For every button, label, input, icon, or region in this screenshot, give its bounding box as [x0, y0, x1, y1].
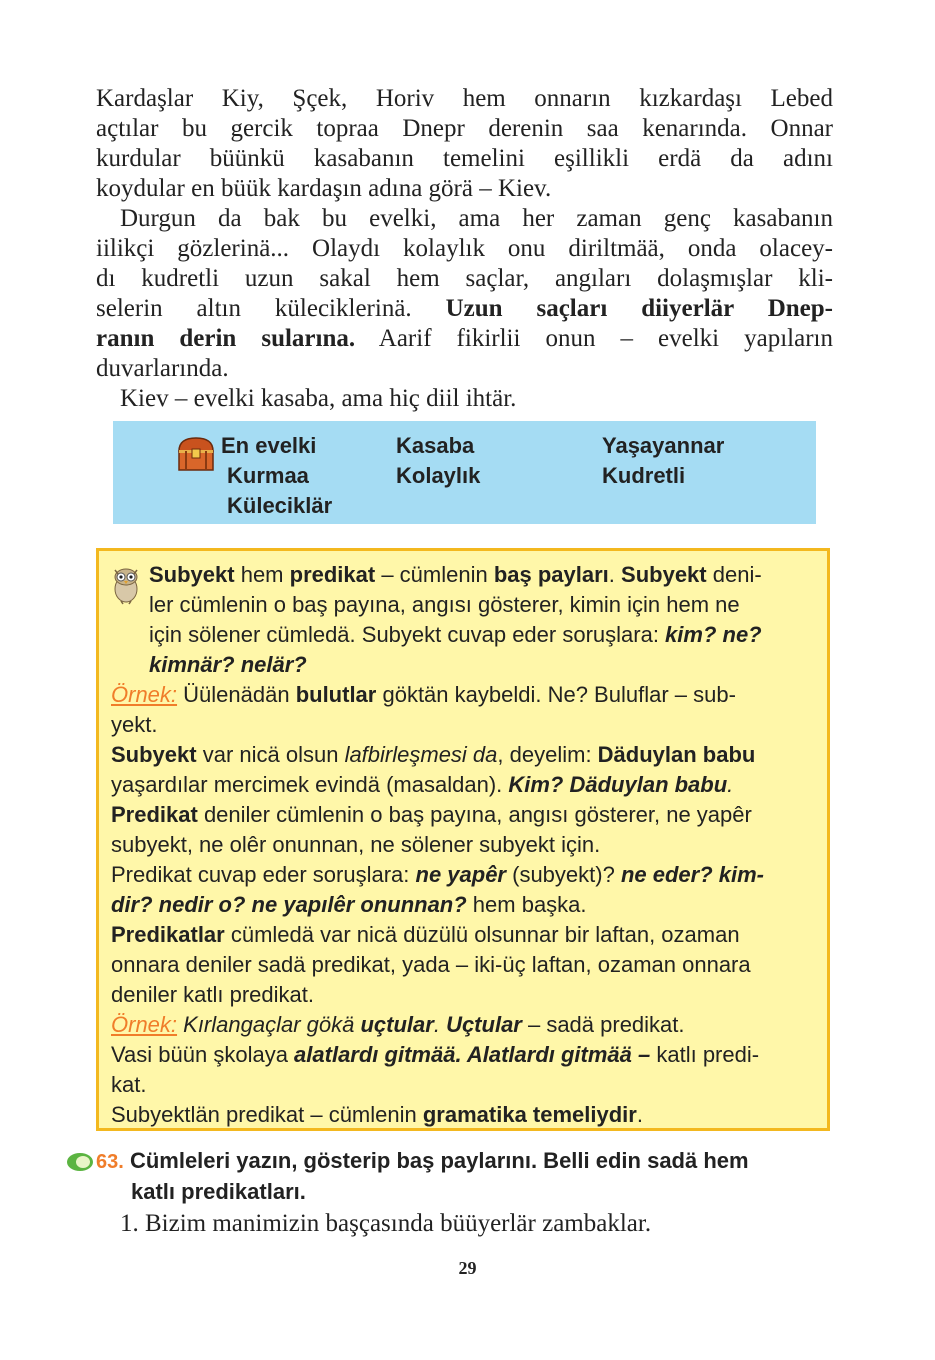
text-line: kurdular büünkü kasabanın temelini eşillikli erdä da adını — [96, 145, 833, 172]
question-words: kim? ne? — [665, 622, 762, 647]
term-predikatlar: Predikatlar — [111, 922, 225, 947]
text-span: Predikat cuvap eder soruşlara: — [111, 862, 416, 887]
text-span: katlı predi- — [650, 1042, 760, 1067]
reading-paragraph-2 — [96, 204, 833, 384]
text-line — [96, 324, 833, 354]
treasure-chest-icon — [176, 435, 216, 473]
vocab-column-2 — [396, 431, 480, 491]
bold-italic-phrase: Kim? Däduylan babu — [508, 772, 728, 797]
rule-line: onnara deniler sadä predikat, yada – iki-üç laftan, ozaman onnara — [111, 952, 751, 977]
vocab-column-1 — [221, 431, 332, 521]
vocab-word: En evelki — [221, 433, 317, 458]
text-span: selerin altın küleciklerinä. — [96, 295, 412, 322]
bold-word: bulutlar — [295, 682, 377, 707]
term-subyekt: Subyekt — [149, 562, 235, 587]
vocab-word: Kurmaa — [227, 463, 309, 488]
vocab-word: Kasaba — [396, 433, 475, 458]
exercise-task-1: 1. Bizim manimizin başçasında büüyerlär zambaklar. — [120, 1210, 652, 1237]
example-label: Örnek: — [111, 1012, 178, 1037]
text-line — [96, 294, 833, 324]
rule-text — [111, 560, 819, 1130]
text-span: için sölener cümledä. Subyekt cuvap eder soruşlara: — [149, 622, 666, 647]
term-subyekt: Subyekt — [111, 742, 197, 767]
text-span: deniler cümlenin o baş payına, angısı gösterer, ne yapêr — [197, 802, 752, 827]
page-number: 29 — [458, 1258, 477, 1278]
text-line: duvarlarında. — [96, 355, 229, 382]
rule-line — [111, 1010, 819, 1040]
rule-line: subyekt, ne olêr onunnan, ne sölener subyekt için. — [111, 832, 601, 857]
vocab-word: Yaşayannar — [602, 433, 725, 458]
rule-line — [111, 770, 819, 800]
term-predikat: Predikat — [111, 802, 198, 827]
question-words: dir? nedir o? ne yapılêr onunnan? — [111, 892, 467, 917]
text-span: . — [608, 562, 622, 587]
rule-line — [111, 860, 819, 890]
bold-phrase: Uzun saçları diiyerlär Dnep- — [445, 295, 833, 322]
bold-italic-word: uçtular — [360, 1012, 434, 1037]
text-span: . — [433, 1012, 447, 1037]
vocab-word: Kolaylık — [396, 463, 481, 488]
exercise-number: 63. — [96, 1151, 124, 1173]
rule-line — [111, 800, 819, 830]
text-span: Aarif fikirlii onun – evelki yapıların — [378, 325, 833, 352]
reading-paragraph-1 — [96, 84, 833, 204]
text-span: Vasi büün şkolaya — [111, 1042, 295, 1067]
vocab-column-3 — [602, 431, 724, 491]
text-span: (subyekt)? — [506, 862, 621, 887]
text-line: koydular en büük kardaşın adına görä – Kiev. — [96, 175, 552, 202]
example-label: Örnek: — [111, 682, 178, 707]
text-line: dı kudretli uzun sakal hem saçlar, angıları dolaşmışlar kli- — [96, 265, 833, 292]
text-span: – sadä predikat. — [521, 1012, 685, 1037]
text-span: Subyektlän predikat – cümlenin — [111, 1102, 423, 1127]
rule-line — [111, 560, 819, 590]
rule-line: kat. — [111, 1072, 147, 1097]
bold-italic-word: Uçtular — [446, 1012, 522, 1037]
bold-phrase: Däduylan babu — [597, 742, 756, 767]
text-span: . — [727, 772, 734, 797]
question-words: kimnär? nelär? — [149, 652, 307, 677]
text-line: iilikçi gözlerinä... Olaydı kolaylık onu diriltmää, onda olacey- — [96, 235, 833, 262]
exercise-line — [66, 1146, 826, 1177]
italic-phrase: lafbirleşmesi da — [344, 742, 498, 767]
rule-line — [111, 920, 819, 950]
rule-line: deniler katlı predikat. — [111, 982, 314, 1007]
text-span: , deyelim: — [497, 742, 598, 767]
vocab-word: Kudretli — [602, 463, 686, 488]
text-span: . — [636, 1102, 643, 1127]
term-bas-paylari: baş payları — [493, 562, 609, 587]
text-span: yaşardılar mercimek evindä (masaldan). — [111, 772, 509, 797]
text-span: hem başka. — [466, 892, 587, 917]
text-span: cümledä var nicä düzülü olsunnar bir laftan, ozaman — [224, 922, 740, 947]
text-line: Kardaşlar Kiy, Şçek, Horiv hem onnarın kızkardaşı Lebed — [96, 85, 833, 112]
text-span: var nicä olsun — [196, 742, 345, 767]
text-line: Durgun da bak bu evelki, ama her zaman genç kasabanın — [120, 205, 833, 232]
text-span: göktän kaybeldi. Ne? Buluflar – sub- — [376, 682, 736, 707]
rule-line — [111, 890, 819, 920]
rule-line — [111, 1100, 819, 1130]
vocab-word: Küleciklär — [227, 493, 333, 518]
rule-line — [111, 1040, 819, 1070]
rule-line — [111, 740, 819, 770]
green-bullet-icon — [66, 1152, 94, 1172]
text-span: hem — [234, 562, 290, 587]
rule-line — [111, 650, 819, 680]
reading-paragraph-3 — [96, 384, 833, 414]
text-span: Üülenädän — [177, 682, 296, 707]
text-span: – cümlenin — [375, 562, 494, 587]
text-line: Kiev – evelki kasaba, ama hiç diil ihtär. — [120, 385, 517, 412]
text-line: açtılar bu gercik topraa Dnepr derenin saa kenarında. Onnar — [96, 115, 833, 142]
grammar-rule-box — [96, 548, 830, 1131]
exercise-line: katlı predikatları. — [131, 1179, 306, 1204]
rule-line — [111, 680, 819, 710]
term-subyekt: Subyekt — [621, 562, 707, 587]
bold-italic-phrase: alatlardı gitmää. Alatlardı gitmää – — [294, 1042, 651, 1067]
question-words: ne eder? kim- — [620, 862, 764, 887]
bold-phrase: ranın derin sularına. — [96, 325, 356, 352]
vocabulary-box — [113, 421, 816, 524]
rule-line: ler cümlenin o baş payına, angısı gösterer, kimin için hem ne — [149, 592, 740, 617]
bold-phrase: gramatika temeliydir — [422, 1102, 637, 1127]
text-span: deni- — [706, 562, 762, 587]
italic-phrase: Kırlangaçlar gökä — [177, 1012, 361, 1037]
question-words: ne yapêr — [415, 862, 506, 887]
rule-line: yekt. — [111, 712, 158, 737]
exercise-63 — [66, 1146, 826, 1207]
rule-line — [111, 620, 819, 650]
term-predikat: predikat — [289, 562, 376, 587]
exercise-instruction: Cümleleri yazın, gösterip baş paylarını. Belli edin sadä hem — [129, 1148, 749, 1173]
